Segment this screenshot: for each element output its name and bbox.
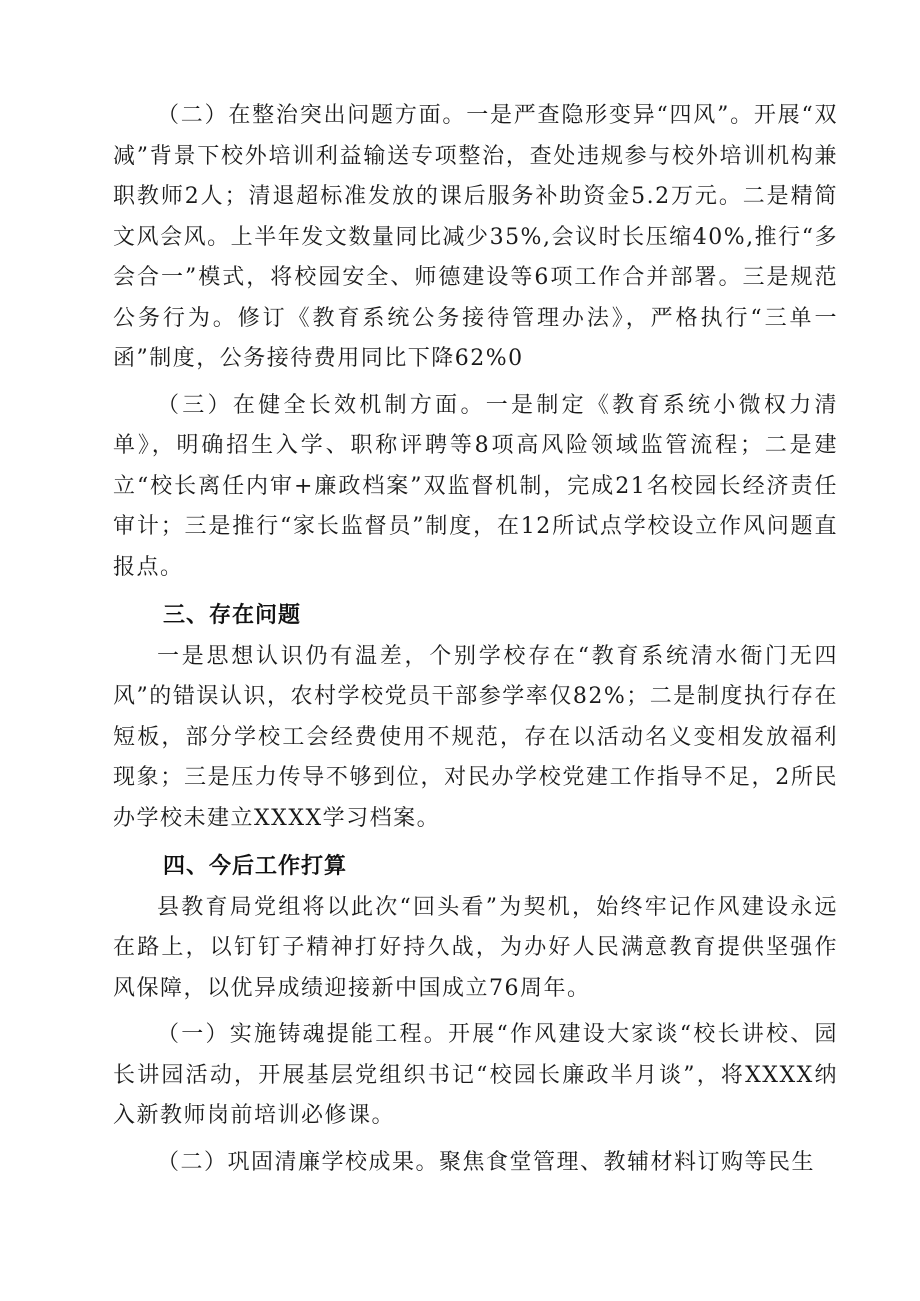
paragraph-plan-item-1: （一）实施铸魂提能工程。开展“作风建设大家谈“校长讲校、园长讲园活动，开展基层党组织书记“校园长廉政半月谈”，将XXXX纳入新教师岗前培训必修课。 — [113, 1022, 838, 1128]
paragraph-rectify-problems: （二）在整治突出问题方面。一是严查隐形变异“四风”。开展“双减”背景下校外培训利益输送专项整治，查处违规参与校外培训机构兼职教师2人；清退超标准发放的课后服务补助资金5.2万元。二是精简文风会风。上半年发文数量同比减少35%,会议时长压缩40%,推行“多会合一”模式，将校园安全、师德建设等6项工作合并部署。三是规范公务行为。修订《教育系统公务接待管理办法》，严格执行“三单一函”制度，公务接待费用同比下降62%0 — [113, 103, 838, 371]
paragraph-existing-problems: 一是思想认识仍有温差，个别学校存在“教育系统清水衙门无四风”的错误认识，农村学校党员干部参学率仅82%；二是制度执行存在短板，部分学校工会经费使用不规范，存在以活动名义变相发放福利现象；三是压力传导不够到位，对民办学校党建工作指导不足，2所民办学校未建立XXXX学习档案。 — [113, 643, 838, 831]
heading-future-plans: 四、今后工作打算 — [163, 854, 348, 879]
paragraph-future-intro: 县教育局党组将以此次“回头看”为契机，始终牢记作风建设永远在路上，以钉钉子精神打好持久战，为办好人民满意教育提供坚强作风保障，以优异成绩迎接新中国成立76周年。 — [113, 894, 838, 1001]
heading-existing-problems: 三、存在问题 — [163, 603, 302, 628]
paragraph-plan-item-2: （二）巩固清廉学校成果。聚焦食堂管理、教辅材料订购等民生 — [157, 1149, 816, 1175]
paragraph-long-term-mechanism: （三）在健全长效机制方面。一是制定《教育系统小微权力清单》，明确招生入学、职称评聘等8项高风险领域监管流程；二是建立“校长离任内审+廉政档案”双监督机制，完成21名校园长经济责任审计；三是推行“家长监督员”制度，在12所试点学校设立作风问题直报点。 — [113, 392, 838, 580]
